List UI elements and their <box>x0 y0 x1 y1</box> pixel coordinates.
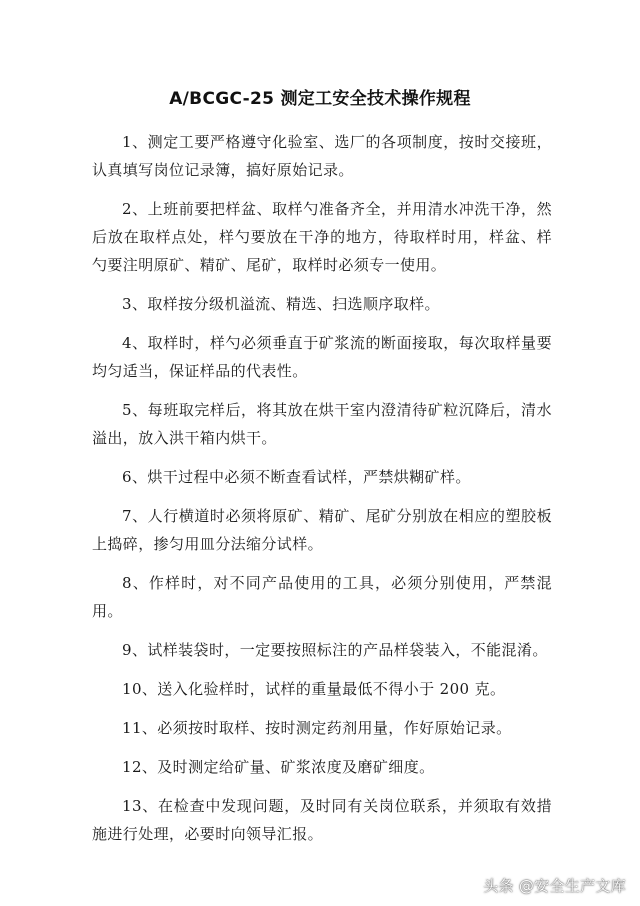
paragraph-10: 10、送入化验样时，试样的重量最低不得小于 200 克。 <box>122 680 506 698</box>
paragraph-8: 8、作样时，对不同产品使用的工具，必须分别使用，严禁混用。 <box>92 574 552 620</box>
document-title: A/BCGC-25 测定工安全技术操作规程 <box>169 89 471 109</box>
paragraph-4: 4、取样时，样勺必须垂直于矿浆流的断面接取，每次取样量要均匀适当，保证样品的代表性。 <box>92 334 552 380</box>
paragraph-1: 1、测定工要严格遵守化验室、选厂的各项制度，按时交接班，认真填写岗位记录簿，搞好原始记录。 <box>92 133 552 179</box>
paragraph-12: 12、及时测定给矿量、矿浆浓度及磨矿细度。 <box>122 758 435 776</box>
paragraph-2: 2、上班前要把样盆、取样勺准备齐全，并用清水冲洗干净，然后放在取样点处，样勺要放在干净的地方，待取样时用，样盆、样勺要注明原矿、精矿、尾矿，取样时必须专一使用。 <box>92 200 552 274</box>
paragraph-11: 11、必须按时取样、按时测定药剂用量，作好原始记录。 <box>122 719 512 737</box>
watermark: 头条 @安全生产文库 <box>483 877 626 895</box>
paragraph-9: 9、试样装袋时，一定要按照标注的产品样袋装入，不能混淆。 <box>122 641 548 659</box>
paragraph-7: 7、人行横道时必须将原矿、精矿、尾矿分别放在相应的塑胶板上捣碎，掺匀用皿分法缩分试样。 <box>92 507 552 553</box>
paragraph-5: 5、每班取完样后，将其放在烘干室内澄清待矿粒沉降后，清水溢出，放入洪干箱内烘干。 <box>92 401 552 447</box>
paragraph-3: 3、取样按分级机溢流、精选、扫选顺序取样。 <box>122 295 440 313</box>
paragraph-6: 6、烘干过程中必须不断查看试样，严禁烘糊矿样。 <box>122 468 471 486</box>
document-body <box>92 128 552 859</box>
paragraph-13: 13、在检查中发现问题，及时同有关岗位联系，并须取有效措施进行处理，必要时向领导汇报。 <box>92 797 552 843</box>
